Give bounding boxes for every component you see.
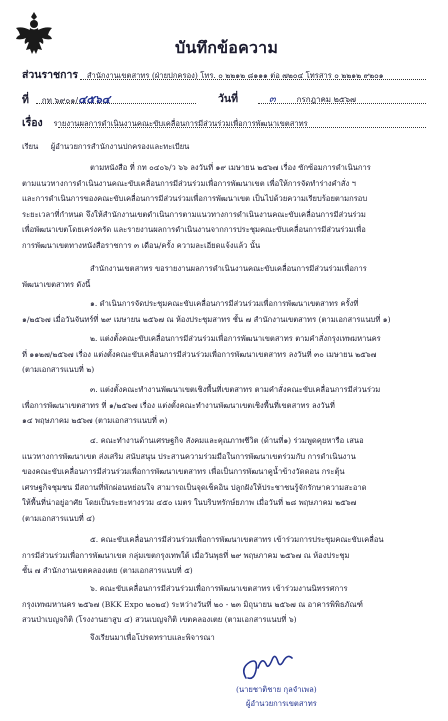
text-line: และการดำเนินการของคณะขับเคลื่อนการมีส่วนร่วมเพื่อการพัฒนาเขต เป็นไปด้วยความเรียบร้อยตามกรอบ	[22, 194, 368, 203]
text-line: ๑๔ พฤษภาคม ๒๕๖๗ (ตามเอกสารแนบที่ ๓)	[22, 416, 168, 425]
text-line: ๑. ดำเนินการจัดประชุมคณะขับเคลื่อนการมีส่วนร่วมเพื่อการพัฒนาเขตสาทร ครั้งที่	[90, 299, 359, 308]
text-line: เศรษฐกิจชุมชน มีสถานที่พักผ่อนหย่อนใจ สามารถเป็นจุดเช็คอิน ปลูกฝังให้ประชาชนรู้จักรักษาความสะอาด	[22, 482, 367, 492]
garuda-emblem-icon	[14, 10, 54, 56]
subject-label: เรื่อง	[22, 117, 43, 129]
text-line: ชั้น ๗ สำนักงานเขตคลองเตย (ตามเอกสารแนบที่ ๕)	[22, 566, 193, 575]
text-line: ๒. แต่งตั้งคณะขับเคลื่อนการมีส่วนร่วมเพื่อการพัฒนาเขตสาทร ตามคำสั่งกรุงเทพมหานคร	[90, 334, 381, 343]
to-label: เรียน	[22, 142, 39, 151]
text-line: สำนักงานเขตสาทร ขอรายงานผลการดำเนินงานคณะขับเคลื่อนการมีส่วนร่วมเพื่อการ	[90, 264, 367, 273]
date-day: ๓	[268, 94, 276, 105]
text-line: ๑/๒๕๖๗ เมื่อวันจันทร์ที่ ๒๙ เมษายน ๒๕๖๗ ณ ห้องประชุมสาทร ชั้น ๗ สำนักงานเขตสาทร (ตามเอกสารแนบที่ ๑)	[22, 314, 391, 324]
date-underline	[258, 103, 426, 104]
text-line: ๓. แต่งตั้งคณะทำงานพัฒนาเขตเชิงพื้นที่เขตสาทร ตามคำสั่งคณะขับเคลื่อนการมีส่วนร่วม	[90, 385, 381, 394]
text-line: (ตามเอกสารแนบที่ ๔)	[22, 513, 95, 523]
to-row	[22, 141, 189, 153]
number-value: กท ๖๙๐๑/	[41, 96, 79, 105]
text-line: การมีส่วนร่วมเพื่อการพัฒนาเขต กลุ่มเขตกรุงเทพใต้ เมื่อวันพุธที่ ๒๙ พฤษภาคม ๒๕๖๗ ณ ห้องประชุม	[22, 550, 350, 560]
date-row	[218, 90, 356, 107]
report-item-3	[22, 382, 380, 429]
number-handwritten: ๔๕๖๔	[78, 93, 111, 106]
text-line: ตามหนังสือ ที่ กท ๐๔๐๖/ว ๖๖ ลงวันที่ ๑๙ เมษายน ๒๕๖๗ เรื่อง ซักซ้อมการดำเนินการ	[90, 163, 371, 172]
text-line: ตามแนวทางการดำเนินงานคณะขับเคลื่อนการมีส่วนร่วมเพื่อการพัฒนาเขต เพื่อให้การจัดทำร่างคำสั่ง ฯ	[22, 178, 356, 188]
text-line: (ตามเอกสารแนบที่ ๒)	[22, 365, 95, 374]
report-item-5	[22, 532, 384, 579]
text-line: กรุงเทพมหานคร ๒๕๖๗ (BKK Expo ๒๐๒๔) ระหว่างวันที่ ๒๐ - ๒๓ มิถุนายน ๒๕๖๗ ณ อาคารพิพิธภัณฑ์	[22, 599, 363, 609]
subject-value: รายงานผลการดำเนินงานคณะขับเคลื่อนการมีส่วนร่วมเพื่อการพัฒนาเขตสาทร	[53, 119, 308, 128]
report-item-6	[22, 581, 363, 628]
report-item-4	[22, 433, 367, 526]
text-line: ให้พื้นที่น่าอยู่อาศัย โดยเป็นระยะทางรวม ๔๕๐ เมตร ในบริบทรักษ์ยภาพ เมื่อวันที่ ๒๘ พฤษภาคม ๒๕๖๗	[22, 498, 357, 507]
number-label: ที่	[22, 94, 29, 106]
text-line: ๔. คณะทำงานด้านเศรษฐกิจ สังคมและคุณภาพชีวิต (ด้านที่๑) ร่วมพูดคุยหารือ เสนอ	[90, 436, 364, 445]
text-line: ที่ ๑๑๒๗/๒๕๖๗ เรื่อง แต่งตั้งคณะขับเคลื่อนการมีส่วนร่วมเพื่อการพัฒนาเขตสาทร ลงวันที่ ๓๐ เมษายน ๒๕๖๗	[22, 349, 377, 359]
paragraph-report-intro	[22, 261, 367, 292]
report-item-2	[22, 331, 381, 378]
agency-value: สำนักงานเขตสาทร (ฝ่ายปกครอง) โทร. ๐ ๒๒๑๒ ๘๑๑๑ ต่อ ๗๒๐๔ โทรสาร ๐ ๒๒๑๒ ๙๒๐๑	[86, 71, 384, 80]
agency-row	[22, 66, 384, 83]
paragraph-reference	[22, 160, 371, 253]
text-line: สวนป่าเบญจกิติ (โรงงานยาสูบ ๔) สวนเบญจกิติ เขตคลองเตย (ตามเอกสารแนบที่ ๖)	[22, 615, 297, 624]
number-underline	[36, 103, 196, 104]
date-month-year: กรกฎาคม ๒๕๖๗	[296, 95, 357, 104]
text-line: เพื่อการพัฒนาเขตสาทร ที่ ๑/๒๕๖๗ เรื่อง แต่งตั้งคณะทำงานพัฒนาเขตเชิงพื้นที่เขตสาทร ลงวันที่	[22, 400, 335, 410]
subject-row	[22, 114, 308, 131]
closing-line: จึงเรียนมาเพื่อโปรดทราบและพิจารณา	[90, 633, 215, 642]
text-line: เพื่อพัฒนาเขตโดยเคร่งครัด และรายงานผลการดำเนินงานจากการประชุมคณะขับเคลื่อนการมีส่วนร่วมเพื่อ	[22, 225, 366, 234]
subject-underline	[58, 127, 426, 128]
signatory-position: ผู้อำนวยการเขตสาทร	[246, 699, 317, 708]
text-line: ของคณะขับเคลื่อนการมีส่วนร่วมเพื่อการพัฒนาเขตสาทร เพื่อเป็นการพัฒนาคูน้ำข้างวัดดอน กระตุ้น	[22, 467, 345, 476]
signatory-name: (นายชาติชาย กุลจำเพล)	[236, 685, 317, 694]
to-value: ผู้อำนวยการสำนักงานปกครองและทะเบียน	[50, 142, 190, 151]
handwritten-signature-icon	[228, 648, 308, 682]
text-line: ๖. คณะขับเคลื่อนการมีส่วนร่วมเพื่อการพัฒนาเขตสาทร เข้าร่วมงานนิทรรศการ	[90, 584, 348, 593]
text-line: พัฒนาเขตสาทร ดังนี้	[22, 279, 91, 289]
text-line: ระยะเวลาที่กำหนด จึงให้สำนักงานเขตดำเนินการตามแนวทางการดำเนินงานคณะขับเคลื่อนการมีส่วนร่วม	[22, 209, 366, 219]
agency-underline	[80, 79, 426, 80]
number-row	[22, 90, 110, 108]
text-line: แนวทางการพัฒนาเขต ส่งเสริม สนับสนุน ประสานความร่วมมือในการพัฒนาเขตร่วมกับ การดำเนินงาน	[22, 451, 356, 461]
text-line: ๕. คณะขับเคลื่อนการมีส่วนร่วมเพื่อการพัฒนาเขตสาทร เข้าร่วมการประชุมคณะขับเคลื่อน	[90, 535, 384, 544]
agency-label: ส่วนราชการ	[22, 69, 79, 81]
memo-title: บันทึกข้อความ	[175, 38, 279, 57]
date-label: วันที่	[218, 93, 238, 105]
report-item-1	[22, 296, 391, 327]
text-line: การพัฒนาเขตทางหนังสือราชการ ๓ เดือน/ครั้ง ความละเอียดแจ้งแล้ว นั้น	[22, 240, 261, 250]
